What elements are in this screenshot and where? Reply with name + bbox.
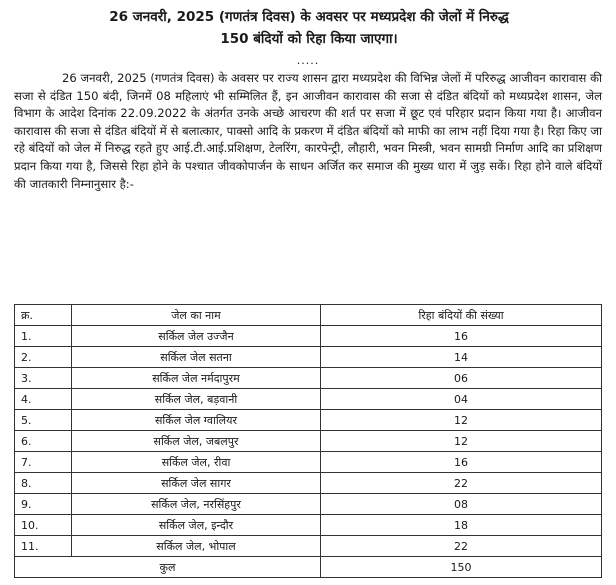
table-row xyxy=(15,431,602,452)
row-count: 06 xyxy=(321,368,602,389)
total-value: 150 xyxy=(321,557,602,578)
title-line-1: 26 जनवरी, 2025 (गणतंत्र दिवस) के अवसर पर मध्यप्रदेश की जेलों में निरुद्ध xyxy=(109,9,509,25)
table-row xyxy=(15,410,602,431)
row-jail-name: सर्किल जेल सतना xyxy=(72,347,321,368)
header-count: रिहा बंदियों की संख्या xyxy=(321,305,602,326)
row-serial: 3. xyxy=(15,368,72,389)
row-count: 12 xyxy=(321,431,602,452)
row-serial: 8. xyxy=(15,473,72,494)
row-count: 04 xyxy=(321,389,602,410)
table-row xyxy=(15,494,602,515)
row-jail-name: सर्किल जेल, भोपाल xyxy=(72,536,321,557)
row-count: 16 xyxy=(321,326,602,347)
separator-dots: ..... xyxy=(296,54,320,67)
row-count: 14 xyxy=(321,347,602,368)
row-serial: 10. xyxy=(15,515,72,536)
table-row xyxy=(15,347,602,368)
row-serial: 1. xyxy=(15,326,72,347)
table-row xyxy=(15,326,602,347)
row-count: 08 xyxy=(321,494,602,515)
row-serial: 11. xyxy=(15,536,72,557)
row-jail-name: सर्किल जेल, नरसिंहपुर xyxy=(72,494,321,515)
row-jail-name: सर्किल जेल सागर xyxy=(72,473,321,494)
table-row xyxy=(15,368,602,389)
row-count: 16 xyxy=(321,452,602,473)
row-jail-name: सर्किल जेल ग्वालियर xyxy=(72,410,321,431)
row-serial: 2. xyxy=(15,347,72,368)
table-row xyxy=(15,452,602,473)
row-serial: 6. xyxy=(15,431,72,452)
header-serial: क्र. xyxy=(15,305,72,326)
total-label: कुल xyxy=(15,557,321,578)
row-jail-name: सर्किल जेल, जबलपुर xyxy=(72,431,321,452)
table-row xyxy=(15,515,602,536)
row-count: 18 xyxy=(321,515,602,536)
row-serial: 4. xyxy=(15,389,72,410)
title-line-2: 150 बंदियों को रिहा किया जाएगा। xyxy=(220,31,398,47)
document-title xyxy=(14,6,604,50)
header-jail-name: जेल का नाम xyxy=(72,305,321,326)
table-row xyxy=(15,536,602,557)
release-table xyxy=(14,304,602,578)
table-row xyxy=(15,389,602,410)
row-count: 22 xyxy=(321,536,602,557)
row-serial: 9. xyxy=(15,494,72,515)
table-total-row xyxy=(15,557,602,578)
row-serial: 7. xyxy=(15,452,72,473)
row-serial: 5. xyxy=(15,410,72,431)
row-count: 22 xyxy=(321,473,602,494)
row-jail-name: सर्किल जेल, इन्दौर xyxy=(72,515,321,536)
body-paragraph: 26 जनवरी, 2025 (गणतंत्र दिवस) के अवसर पर राज्य शासन द्वारा मध्यप्रदेश की विभिन्न जेलों में परिरुद्ध आजीवन कारावास की सजा से दंडित 150 बंदी, जिनमें 08 महिलाएं भी सम्मिलित हैं, इन आजीवन कारावास की सजा से दंडित बंदियों को मध्यप्रदेश शासन, जेल विभाग के आदेश दिनांक 22.09.2022 के अंतर्गत उनके अच्छे आचरण की शर्त पर सजा में छूट एवं परिहार प्रदान किया गया है। आजीवन कारावास की सजा से दंडित बंदियों में से बलात्कार, पाक्सो आदि के प्रकरण में दंडित बंदियों को माफी का लाभ नहीं दिया गया है। रिहा किए जा रहे बंदियों को जेल में निरुद्ध रहते हुए आई.टी.आई.प्रशिक्षण, टेलरिंग, कारपेन्ट्री, लौहारी, भवन मिस्त्री, भवन सामग्री निर्माण आदि का प्रशिक्षण प्रदान किया गया है, जिससे रिहा होने के पश्चात जीवकोपार्जन के साधन अर्जित कर समाज की मुख्य धारा में जुड़ सकें। रिहा होने वाले बंदियों की जातकारी निम्नानुसार है:- xyxy=(14,71,602,191)
row-jail-name: सर्किल जेल, बड़वानी xyxy=(72,389,321,410)
row-jail-name: सर्किल जेल उज्जैन xyxy=(72,326,321,347)
row-count: 12 xyxy=(321,410,602,431)
table-header-row xyxy=(15,305,602,326)
row-jail-name: सर्किल जेल नर्मदापुरम xyxy=(72,368,321,389)
row-jail-name: सर्किल जेल, रीवा xyxy=(72,452,321,473)
table-row xyxy=(15,473,602,494)
